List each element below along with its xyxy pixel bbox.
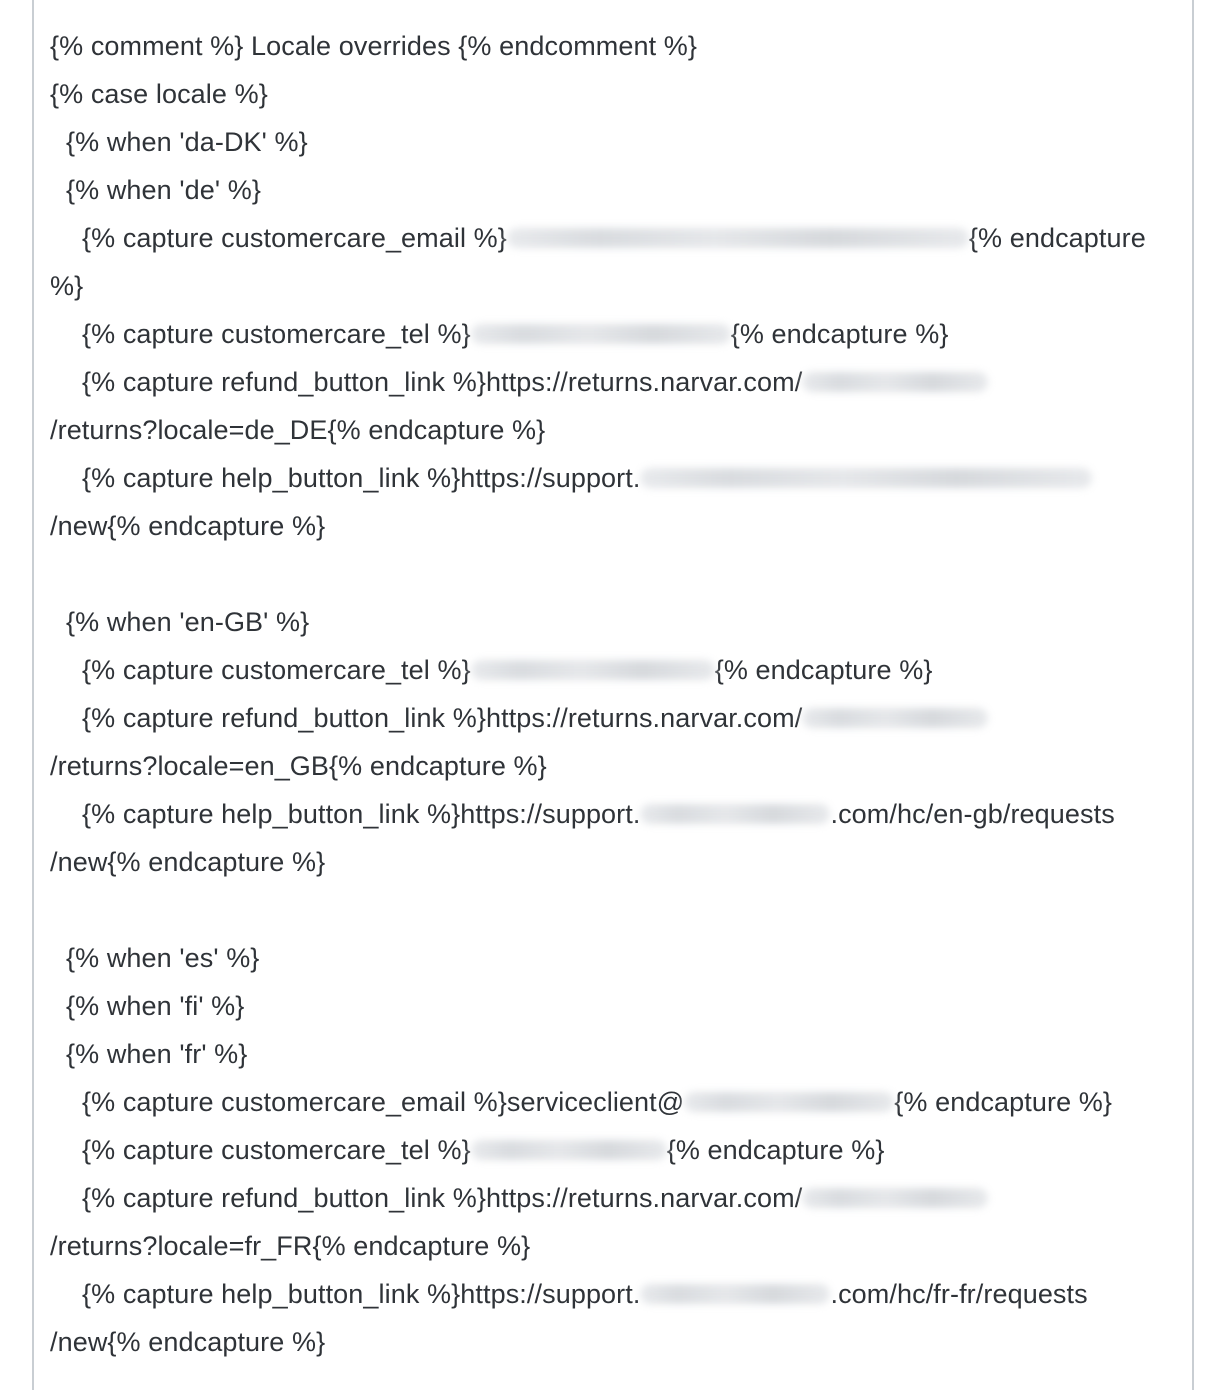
code-text: {% capture customercare_email %}serviceclient@ — [82, 1087, 685, 1117]
code-text: .com/hc/fr-fr/requests — [830, 1279, 1088, 1309]
code-text: {% capture customercare_tel %} — [82, 1135, 471, 1165]
code-block[interactable] — [50, 22, 1190, 1366]
code-line-help-link-fr — [50, 1270, 1190, 1318]
code-text: {% when 'de' %} — [66, 175, 261, 205]
redacted-domain — [640, 804, 830, 824]
code-line-capture-email-fr — [50, 1078, 1190, 1126]
code-text: {% when 'en-GB' %} — [66, 607, 310, 637]
code-text: {% when 'fr' %} — [66, 1039, 248, 1069]
code-text: /returns?locale=en_GB{% endcapture %} — [50, 751, 547, 781]
code-line-case — [50, 70, 1190, 118]
code-line-refund-link-en-gb — [50, 694, 1190, 742]
redacted-phone — [471, 324, 731, 344]
code-line-wrap — [50, 838, 1190, 886]
code-line-help-link-de — [50, 454, 1190, 502]
code-text: /new{% endcapture %} — [50, 511, 326, 541]
code-text: .com/hc/en-gb/requests — [830, 799, 1115, 829]
code-text: %} — [50, 271, 84, 301]
redacted-email — [507, 228, 969, 248]
code-line-capture-tel-fr — [50, 1126, 1190, 1174]
code-line-when-fr — [50, 1030, 1190, 1078]
redacted-domain — [640, 468, 1092, 488]
code-text: {% endcapture %} — [714, 655, 933, 685]
code-text: {% capture refund_button_link %}https://returns.narvar.com/ — [82, 703, 803, 733]
code-text: {% when 'fi' %} — [66, 991, 245, 1021]
redacted-phone — [471, 1140, 667, 1160]
code-editor-panel[interactable] — [32, 0, 1194, 1390]
code-text: /returns?locale=fr_FR{% endcapture %} — [50, 1231, 531, 1261]
code-text: {% endcapture %} — [730, 319, 949, 349]
code-text: {% capture help_button_link %}https://support. — [82, 463, 641, 493]
code-text: {% capture help_button_link %}https://support. — [82, 1279, 641, 1309]
code-line-wrap — [50, 742, 1190, 790]
code-line-help-link-en-gb — [50, 790, 1190, 838]
code-line-when-fi — [50, 982, 1190, 1030]
code-line-when-en-gb — [50, 598, 1190, 646]
redacted-retailer — [802, 708, 988, 728]
blank-line — [50, 550, 1190, 598]
redacted-retailer — [802, 1188, 988, 1208]
redacted-phone — [471, 660, 715, 680]
code-text: {% capture refund_button_link %}https://returns.narvar.com/ — [82, 367, 803, 397]
code-line-wrap — [50, 262, 1190, 310]
code-line-refund-link-de — [50, 358, 1190, 406]
code-text: {% capture customercare_tel %} — [82, 319, 471, 349]
code-text: {% when 'da-DK' %} — [66, 127, 308, 157]
code-text: {% case locale %} — [50, 79, 268, 109]
code-line-capture-tel-de — [50, 310, 1190, 358]
code-text: /returns?locale=de_DE{% endcapture %} — [50, 415, 546, 445]
code-line-when-de — [50, 166, 1190, 214]
code-line-wrap — [50, 502, 1190, 550]
code-text: {% endcapture %} — [666, 1135, 885, 1165]
code-text: {% capture help_button_link %}https://support. — [82, 799, 641, 829]
code-line-wrap — [50, 1222, 1190, 1270]
code-text: /new{% endcapture %} — [50, 1327, 326, 1357]
code-text: {% capture customercare_email %} — [82, 223, 507, 253]
code-line-comment — [50, 22, 1190, 70]
code-text: {% comment %} Locale overrides {% endcomment %} — [50, 31, 698, 61]
code-text: {% when 'es' %} — [66, 943, 260, 973]
code-line-wrap — [50, 1318, 1190, 1366]
redacted-email-domain — [684, 1092, 894, 1112]
code-line-capture-email-de — [50, 214, 1190, 262]
redacted-retailer — [802, 372, 988, 392]
code-text: /new{% endcapture %} — [50, 847, 326, 877]
redacted-domain — [640, 1284, 830, 1304]
code-line-when-es — [50, 934, 1190, 982]
code-line-capture-tel-en-gb — [50, 646, 1190, 694]
code-text: {% endcapture — [968, 223, 1146, 253]
code-text: {% capture customercare_tel %} — [82, 655, 471, 685]
code-line-wrap — [50, 406, 1190, 454]
code-line-refund-link-fr — [50, 1174, 1190, 1222]
code-text: {% endcapture %} — [894, 1087, 1113, 1117]
code-line-when-da-dk — [50, 118, 1190, 166]
blank-line — [50, 886, 1190, 934]
code-text: {% capture refund_button_link %}https://returns.narvar.com/ — [82, 1183, 803, 1213]
